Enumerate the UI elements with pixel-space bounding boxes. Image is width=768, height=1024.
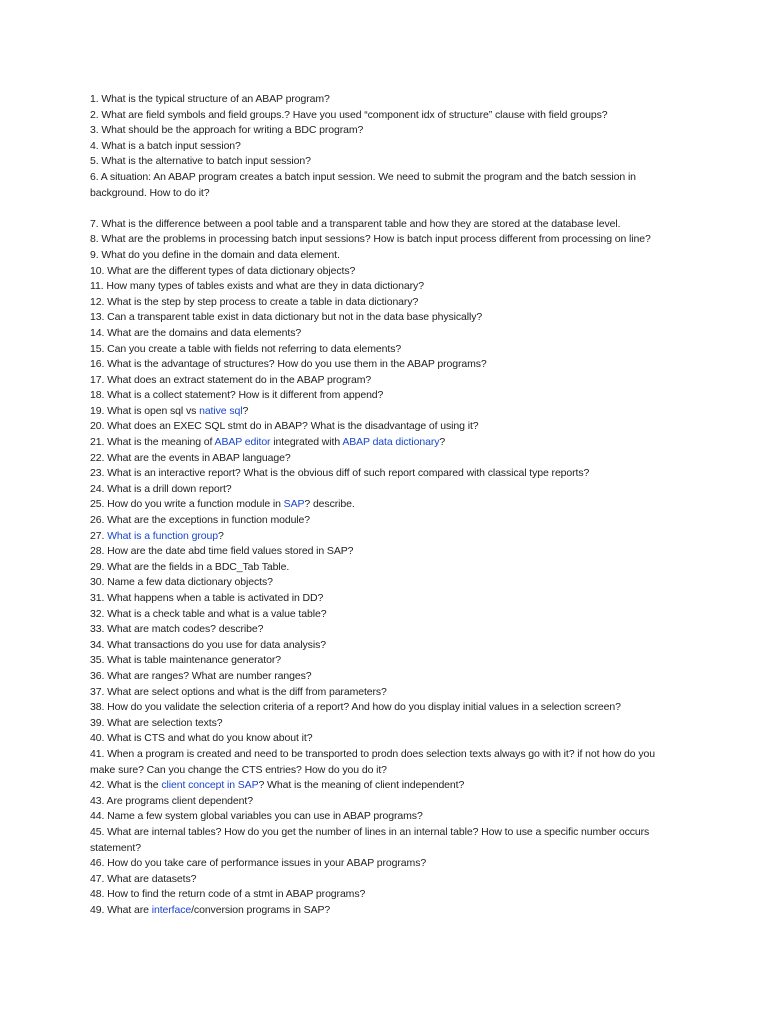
question-item (90, 373, 680, 389)
question-text: 40. What is CTS and what do you know about it? (90, 732, 313, 745)
question-item (90, 794, 680, 810)
question-text: 43. Are programs client dependent? (90, 794, 253, 807)
question-link[interactable]: What is a function group (107, 529, 218, 542)
question-item (90, 482, 680, 498)
question-text: 41. When a program is created and need to be transported to prodn does selection texts always go with it? if not how do you make sure? Can you change the CTS entries? How do you do it? (90, 747, 655, 776)
question-item (90, 388, 680, 404)
question-link[interactable]: interface (151, 903, 192, 916)
question-text: 47. What are datasets? (90, 872, 197, 885)
question-item (90, 591, 680, 607)
question-text: 38. How do you validate the selection criteria of a report? And how do you display initial values in a selection screen? (90, 701, 621, 714)
question-item (90, 264, 680, 280)
question-item (90, 638, 680, 654)
question-text: ? describe. (304, 498, 355, 511)
question-text: 37. What are select options and what is the diff from parameters? (90, 685, 387, 698)
question-item (90, 669, 680, 685)
question-text: 39. What are selection texts? (90, 716, 223, 729)
question-text: integrated with (270, 436, 343, 449)
question-link[interactable]: native sql (199, 404, 243, 417)
question-item (90, 123, 680, 139)
question-text: 27. (90, 529, 108, 542)
question-item (90, 419, 680, 435)
question-item (90, 716, 680, 732)
question-text: 17. What does an extract statement do in the ABAP program? (90, 373, 372, 386)
question-item (90, 232, 680, 248)
question-text: 12. What is the step by step process to create a table in data dictionary? (90, 295, 419, 308)
question-item (90, 872, 680, 888)
question-text: 46. How do you take care of performance issues in your ABAP programs? (90, 857, 427, 870)
question-text: 19. What is open sql vs (90, 404, 200, 417)
question-item (90, 451, 680, 467)
question-text: 31. What happens when a table is activated in DD? (90, 592, 324, 604)
question-text: 1. What is the typical structure of an ABAP program? (90, 93, 330, 105)
question-text: 11. How many types of tables exists and what are they in data dictionary? (90, 280, 424, 293)
question-text: 5. What is the alternative to batch input session? (90, 155, 311, 168)
question-text: 7. What is the difference between a pool table and a transparent table and how they are stored at the database level. (90, 217, 621, 230)
question-item (90, 170, 680, 201)
question-item (90, 856, 680, 872)
question-text: 21. What is the meaning of (90, 436, 215, 449)
question-text: 32. What is a check table and what is a value table? (90, 607, 327, 620)
question-text: 34. What transactions do you use for data analysis? (90, 638, 326, 651)
question-text: 9. What do you define in the domain and data element. (90, 248, 340, 261)
question-item (90, 295, 680, 311)
question-text: 29. What are the fields in a BDC_Tab Table. (90, 560, 290, 573)
question-item (90, 731, 680, 747)
question-item (90, 497, 680, 513)
question-item (90, 248, 680, 264)
question-item (90, 700, 680, 716)
question-link[interactable]: ABAP editor (214, 436, 271, 449)
question-link[interactable]: SAP (283, 498, 305, 511)
question-text: 48. How to find the return code of a stmt in ABAP programs? (90, 888, 366, 901)
question-text: 15. Can you create a table with fields not referring to data elements? (90, 342, 402, 355)
question-text: 20. What does an EXEC SQL stmt do in ABAP? What is the disadvantage of using it? (90, 420, 479, 433)
question-link[interactable]: client concept in SAP (161, 779, 259, 792)
question-list (90, 92, 680, 918)
question-item (90, 747, 680, 778)
question-text: /conversion programs in SAP? (191, 903, 331, 916)
question-item (90, 357, 680, 373)
question-item (90, 92, 680, 108)
question-text: 25. How do you write a function module in (90, 498, 284, 511)
question-text: 35. What is table maintenance generator? (90, 654, 281, 667)
question-item (90, 607, 680, 623)
question-text: ? What is the meaning of client independent? (258, 779, 465, 792)
question-item (90, 575, 680, 591)
question-item (90, 825, 680, 856)
question-item (90, 809, 680, 825)
question-item (90, 778, 680, 794)
question-item (90, 529, 680, 545)
question-item (90, 466, 680, 482)
question-item (90, 544, 680, 560)
question-text: 36. What are ranges? What are number ranges? (90, 669, 312, 682)
question-item (90, 685, 680, 701)
question-text: 30. Name a few data dictionary objects? (90, 576, 273, 589)
question-item (90, 622, 680, 638)
question-item (90, 310, 680, 326)
question-text: 3. What should be the approach for writing a BDC program? (90, 124, 364, 137)
question-text: 14. What are the domains and data elements? (90, 326, 302, 339)
question-item (90, 653, 680, 669)
question-text: 22. What are the events in ABAP language? (90, 451, 291, 464)
question-item (90, 279, 680, 295)
question-item (90, 108, 680, 124)
question-text: 16. What is the advantage of structures? How do you use them in the ABAP programs? (90, 358, 487, 371)
question-text: 18. What is a collect statement? How is it different from append? (90, 389, 384, 402)
question-item (90, 903, 680, 919)
question-item (90, 513, 680, 529)
question-text: 45. What are internal tables? How do you get the number of lines in an internal table? How to use a specific number occurs statement? (90, 825, 650, 854)
question-text: 28. How are the date abd time field values stored in SAP? (90, 545, 354, 558)
question-item (90, 154, 680, 170)
question-item (90, 342, 680, 358)
question-text: 24. What is a drill down report? (90, 482, 232, 495)
question-text: 6. A situation: An ABAP program creates a batch input session. We need to submit the program and the batch session in background. How to do it? (90, 170, 636, 199)
question-link[interactable]: ABAP data dictionary (342, 436, 440, 449)
question-item (90, 217, 680, 233)
question-text: 8. What are the problems in processing batch input sessions? How is batch input process different from processing on line? (90, 233, 651, 246)
question-text: 26. What are the exceptions in function module? (90, 514, 311, 527)
question-text: 2. What are field symbols and field groups.? Have you used “component idx of structure” clause with field groups? (90, 108, 608, 121)
question-text: ? (217, 529, 224, 542)
question-text: 42. What is the (90, 779, 162, 792)
question-item (90, 560, 680, 576)
question-item (90, 435, 680, 451)
question-text: 10. What are the different types of data dictionary objects? (90, 264, 356, 277)
question-item (90, 139, 680, 155)
question-text: 13. Can a transparent table exist in data dictionary but not in the data base physically? (90, 311, 483, 324)
paragraph-gap (90, 201, 680, 217)
question-text: ? (439, 436, 446, 449)
question-text: 33. What are match codes? describe? (90, 623, 264, 636)
question-text: 49. What are (90, 903, 152, 916)
question-item (90, 887, 680, 903)
question-text: ? (242, 404, 249, 417)
question-text: 23. What is an interactive report? What is the obvious diff of such report compared with classical type reports? (90, 467, 590, 480)
question-text: 4. What is a batch input session? (90, 139, 241, 152)
question-item (90, 326, 680, 342)
question-item (90, 404, 680, 420)
question-text: 44. Name a few system global variables you can use in ABAP programs? (90, 810, 423, 823)
